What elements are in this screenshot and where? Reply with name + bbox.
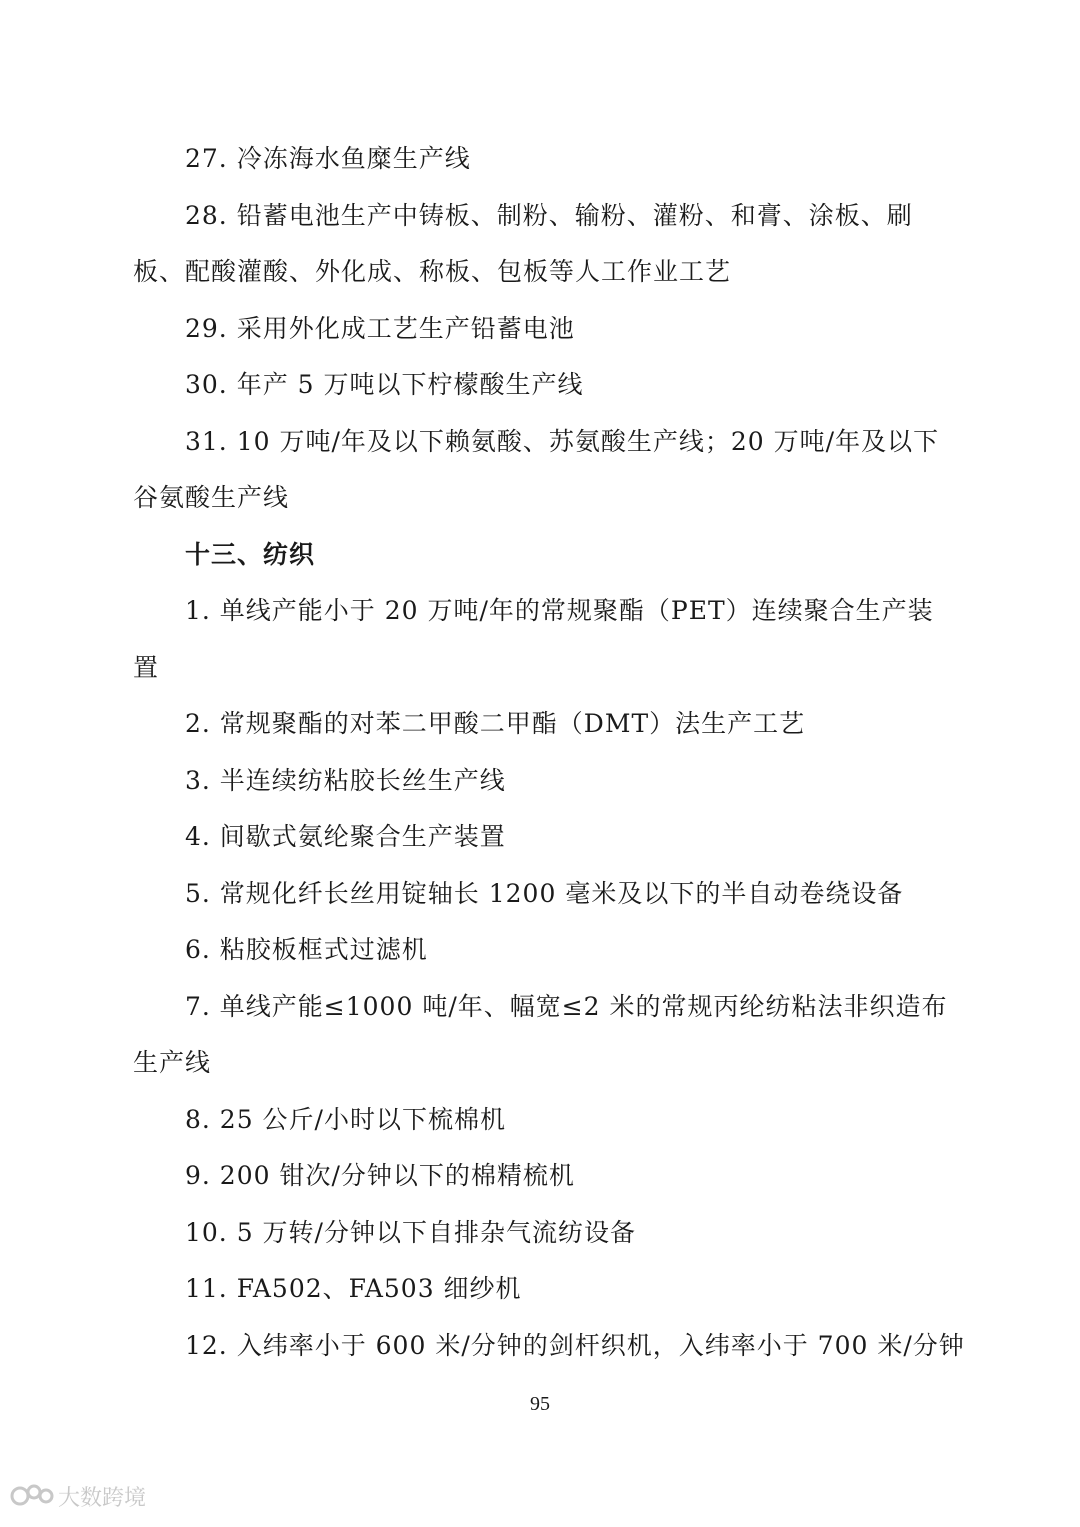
list-item-10: 10. 5 万转/分钟以下自排杂气流纺设备 <box>185 1218 636 1247</box>
list-item-29: 29. 采用外化成工艺生产铅蓄电池 <box>185 314 575 343</box>
list-item-27: 27. 冷冻海水鱼糜生产线 <box>185 144 471 173</box>
list-item-12: 12. 入纬率小于 600 米/分钟的剑杆织机，入纬率小于 700 米/分钟 <box>185 1331 965 1360</box>
list-item-6: 6. 粘胶板框式过滤机 <box>185 935 428 964</box>
list-item-5: 5. 常规化纤长丝用锭轴长 1200 毫米及以下的半自动卷绕设备 <box>185 879 904 908</box>
list-item-3: 3. 半连续纺粘胶长丝生产线 <box>185 766 506 795</box>
list-item-4: 4. 间歇式氨纶聚合生产装置 <box>185 822 506 851</box>
list-item-31: 31. 10 万吨/年及以下赖氨酸、苏氨酸生产线；20 万吨/年及以下 <box>185 427 940 456</box>
list-item-7: 7. 单线产能≤1000 吨/年、幅宽≤2 米的常规丙纶纺粘法非织造布 <box>185 992 948 1021</box>
watermark-text: 大数跨境 <box>58 1485 147 1511</box>
list-item-11: 11. FA502、FA503 细纱机 <box>185 1274 522 1303</box>
list-item-1: 1. 单线产能小于 20 万吨/年的常规聚酯（PET）连续聚合生产装 <box>185 596 934 625</box>
logo-icon <box>10 1482 54 1510</box>
list-item-7-continued: 生产线 <box>133 1048 212 1077</box>
section-heading-textile: 十三、纺织 <box>185 540 316 569</box>
list-item-2: 2. 常规聚酯的对苯二甲酸二甲酯（DMT）法生产工艺 <box>185 709 806 738</box>
list-item-28: 28. 铅蓄电池生产中铸板、制粉、输粉、灌粉、和膏、涂板、刷 <box>185 201 913 230</box>
page-number: 95 <box>530 1393 550 1415</box>
list-item-8: 8. 25 公斤/小时以下梳棉机 <box>185 1105 506 1134</box>
list-item-31-continued: 谷氨酸生产线 <box>133 483 290 512</box>
list-item-1-continued: 置 <box>133 653 160 682</box>
watermark <box>10 1478 146 1514</box>
list-item-9: 9. 200 钳次/分钟以下的棉精梳机 <box>185 1161 575 1190</box>
list-item-28-continued: 板、配酸灌酸、外化成、称板、包板等人工作业工艺 <box>133 257 732 286</box>
list-item-30: 30. 年产 5 万吨以下柠檬酸生产线 <box>185 370 584 399</box>
